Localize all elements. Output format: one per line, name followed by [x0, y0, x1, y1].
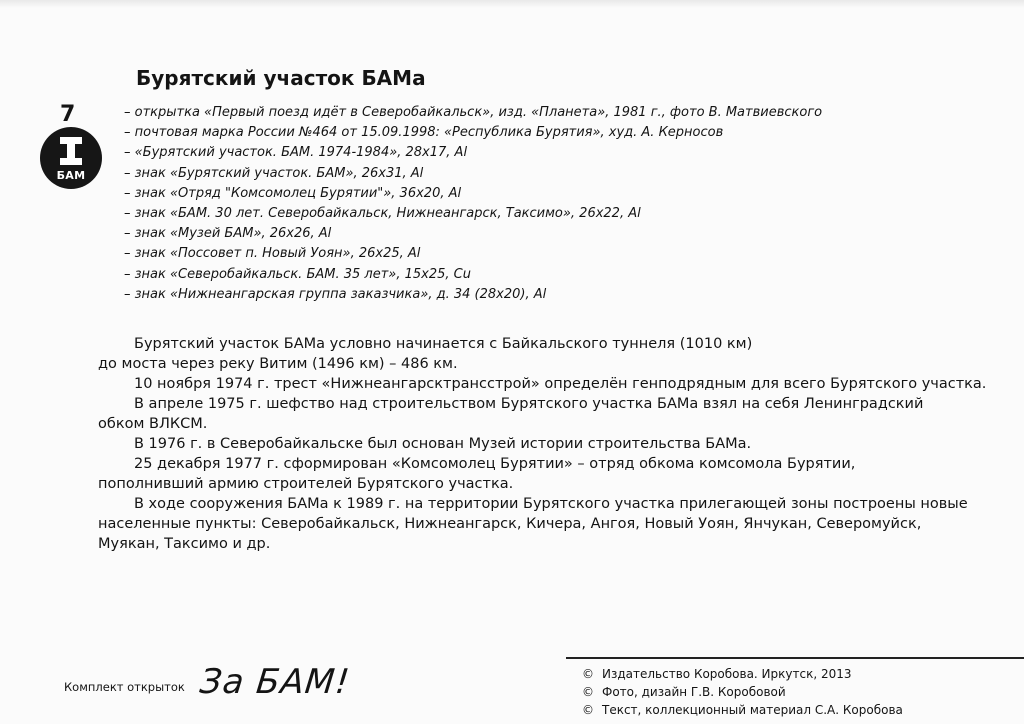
credits: [582, 665, 903, 719]
list-item: – открытка «Первый поезд идёт в Северобайкальск», изд. «Планета», 1981 г., фото В. Матвиевского: [124, 105, 823, 120]
list-item: – знак «БАМ. 30 лет. Северобайкальск, Нижнеангарск, Таксимо», 26х22, Al: [124, 206, 641, 222]
list-item: – знак «Отряд "Комсомолец Бурятии"», 36х20, Al: [124, 185, 462, 201]
paragraph-line: 10 ноября 1974 г. трест «Нижнеангарсктрансстрой» определён генподрядным для всего Бурятского участка.: [134, 376, 987, 392]
top-edge: [0, 0, 1024, 8]
card-number: 7: [60, 102, 76, 127]
items-list: [124, 103, 822, 305]
credit-line: © Издательство Коробова. Иркутск, 2013: [582, 667, 852, 681]
paragraph-line: В 1976 г. в Северобайкальске был основан Музей истории строительства БАМа.: [134, 436, 752, 452]
paragraph-line: до моста через реку Витим (1496 км) – 486 км.: [98, 356, 458, 372]
paragraph-line: В апреле 1975 г. шефство над строительством Бурятского участка БАМа взял на себя Ленинградский: [134, 396, 924, 412]
copyright-icon: ©: [582, 685, 594, 699]
list-item: – знак «Поссовет п. Новый Уоян», 26х25, Al: [124, 246, 421, 262]
series-logo: За БАМ!: [197, 662, 353, 702]
credit-line: © Текст, коллекционный материал С.А. Коробова: [582, 703, 903, 717]
page-title: Бурятский участок БАМа: [136, 66, 426, 90]
badge-label: БАМ: [56, 169, 86, 182]
body-text: [98, 334, 998, 554]
paragraph-line: В ходе сооружения БАМа к 1989 г. на территории Бурятского участка прилегающей зоны построены новые: [134, 496, 968, 512]
list-item: – знак «Музей БАМ», 26х26, Al: [124, 226, 332, 242]
credit-line: © Фото, дизайн Г.В. Коробовой: [582, 685, 786, 699]
list-item: – знак «Нижнеангарская группа заказчика», д. 34 (28х20), Al: [124, 286, 547, 302]
kit-label: Комплект открыток: [64, 680, 185, 694]
list-item: – знак «Северобайкальск. БАМ. 35 лет», 15х25, Cu: [124, 266, 471, 282]
list-item: – знак «Бурятский участок. БАМ», 26х31, Al: [124, 165, 424, 181]
list-item: – «Бурятский участок. БАМ. 1974-1984», 28х17, Al: [124, 145, 468, 161]
copyright-icon: ©: [582, 667, 594, 681]
paragraph-line: населенные пункты: Северобайкальск, Нижнеангарск, Кичера, Ангоя, Новый Уоян, Янчукан, Северомуйск,: [98, 516, 922, 532]
paragraph-line: 25 декабря 1977 г. сформирован «Комсомолец Бурятии» – отряд обкома комсомола Бурятии,: [134, 456, 856, 472]
copyright-icon: ©: [582, 703, 594, 717]
footer-divider: [566, 657, 1024, 659]
paragraph-line: Муякан, Таксимо и др.: [98, 536, 271, 552]
bam-logo-badge: [40, 127, 102, 189]
list-item: – почтовая марка России №464 от 15.09.1998: «Республика Бурятия», худ. А. Керносов: [124, 125, 724, 141]
paragraph-line: пополнивший армию строителей Бурятского участка.: [98, 476, 514, 492]
paragraph-line: Бурятский участок БАМа условно начинается с Байкальского туннеля (1010 км): [134, 336, 753, 352]
paragraph-line: обком ВЛКСМ.: [98, 416, 208, 432]
